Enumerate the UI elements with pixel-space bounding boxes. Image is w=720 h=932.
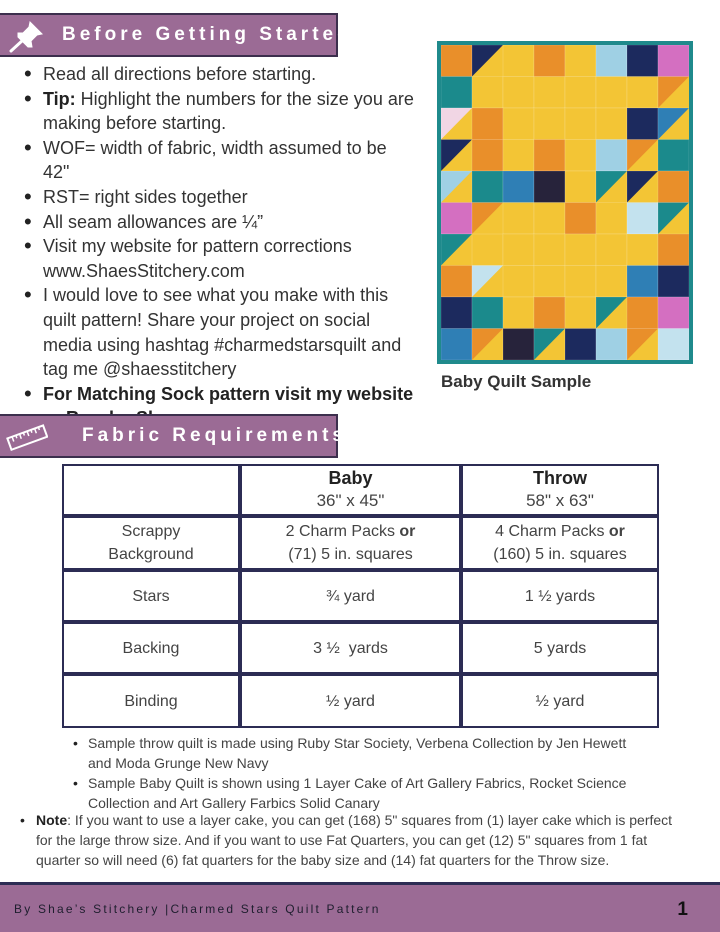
quilt-block [627,234,658,266]
quilt-block [596,203,627,235]
table-cell: 2 Charm Packs or (71) 5 in. squares [240,516,461,570]
section-title: Fabric Requirements [82,425,347,446]
quilt-block [596,329,627,361]
column-header-throw: Throw 58" x 63" [461,464,659,516]
list-item: • For Matching Sock pattern visit my website [18,382,418,431]
column-header-baby: Baby 36" x 45" [240,464,461,516]
table-cell: 5 yards [461,622,659,674]
quilt-block [658,171,689,203]
quilt-block [565,266,596,298]
quilt-block [596,45,627,77]
quilt-block [565,45,596,77]
table-cell: ½ yard [461,674,659,728]
quilt-block [503,329,534,361]
quilt-block [441,203,472,235]
quilt-block [472,234,503,266]
quilt-block [565,171,596,203]
table-cell: ¾ yard [240,570,461,622]
row-label: Stars [62,570,240,622]
list-item: • WOF= width of fabric, width assumed to be 42" [18,136,418,185]
footer-credit: By Shae’s Stitchery |Charmed Stars Quilt Pattern [14,902,381,916]
table-cell-empty [62,464,240,516]
quilt-block [441,266,472,298]
quilt-block [658,234,689,266]
list-item: • Visit my website for pattern corrections www.ShaesStitchery.com [18,234,418,283]
table-header-row [62,464,659,516]
quilt-block [534,171,565,203]
quilt-block [565,203,596,235]
quilt-block [472,108,503,140]
list-item: • I would love to see what you make with this quilt pattern! Share your project on social media using hashtag #charmedstarsquilt and tag me @shaesstitchery [18,283,418,381]
quilt-block [534,77,565,109]
quilt-block [534,45,565,77]
row-label: Binding [62,674,240,728]
pushpin-icon [4,18,48,54]
table-cell: ½ yard [240,674,461,728]
quilt-block [503,140,534,172]
row-label: Backing [62,622,240,674]
quilt-block [565,329,596,361]
table-row [62,570,659,622]
quilt-block [596,77,627,109]
layer-cake-note: • Note: If you want to use a layer cake, you can get (168) 5" squares from (1) layer cake which is perfect for the large throw size. And if you want to use Fat Quarters, you can get (12) 5" squares from 1 fat quarter so will need (6) fat quarters for the baby size and (14) fat quarters for the Throw size. [36,810,686,870]
quilt-block [534,108,565,140]
quilt-block [565,77,596,109]
quilt-block [472,140,503,172]
quilt-block [534,297,565,329]
section-title: Before Getting Started [62,24,353,45]
quilt-block [565,140,596,172]
table-cell: 3 ½ yards [240,622,461,674]
sample-notes-list [88,733,648,813]
ruler-icon [4,419,48,455]
section-banner-before-getting-started [0,13,353,57]
quilt-block [472,171,503,203]
quilt-block [534,140,565,172]
quilt-block [503,77,534,109]
quilt-block [627,297,658,329]
quilt-block [472,77,503,109]
quilt-pattern-graphic [441,45,689,360]
quilt-block [441,297,472,329]
list-item: • All seam allowances are ¼” [18,210,418,235]
list-item: • Read all directions before starting. [18,62,418,87]
table-cell: 4 Charm Packs or (160) 5 in. squares [461,516,659,570]
directions-list [18,62,418,431]
quilt-block [658,266,689,298]
list-item: • Sample throw quilt is made using Ruby Star Society, Verbena Collection by Jen Hewett and Moda Grunge New Navy [88,733,648,773]
quilt-block [565,297,596,329]
quilt-block [534,266,565,298]
quilt-block [627,266,658,298]
quilt-block [627,203,658,235]
quilt-block [596,108,627,140]
quilt-block [627,77,658,109]
list-item: • Sample Baby Quilt is shown using 1 Layer Cake of Art Gallery Fabrics, Rocket Science Collection and Art Gallery Farbics Solid Canary [88,773,648,813]
page-footer [0,882,720,932]
quilt-block [658,45,689,77]
list-item: • RST= right sides together [18,185,418,210]
page-number: 1 [677,899,688,920]
quilt-block [472,297,503,329]
quilt-block [534,234,565,266]
quilt-block [534,203,565,235]
quilt-block [503,234,534,266]
table-cell: 1 ½ yards [461,570,659,622]
quilt-block [627,108,658,140]
quilt-block [596,234,627,266]
quilt-block [441,45,472,77]
quilt-block [596,266,627,298]
quilt-block [503,203,534,235]
table-row [62,516,659,570]
section-banner-fabric-requirements [0,414,347,458]
table-row [62,674,659,728]
quilt-block [503,108,534,140]
row-label: Scrappy Background [62,516,240,570]
quilt-block [503,45,534,77]
quilt-block [596,140,627,172]
quilt-block [441,329,472,361]
fabric-requirements-table [62,464,659,728]
quilt-block [503,171,534,203]
quilt-block [658,329,689,361]
quilt-caption: Baby Quilt Sample [441,372,592,391]
quilt-block [441,77,472,109]
quilt-block [627,45,658,77]
quilt-block [565,108,596,140]
quilt-block [503,297,534,329]
quilt-block [565,234,596,266]
table-row [62,622,659,674]
quilt-block [658,297,689,329]
quilt-block [503,266,534,298]
list-item: • Tip: Highlight the numbers for the size you are making before starting. [18,87,418,136]
quilt-block [658,140,689,172]
baby-quilt-sample-image [437,41,693,364]
